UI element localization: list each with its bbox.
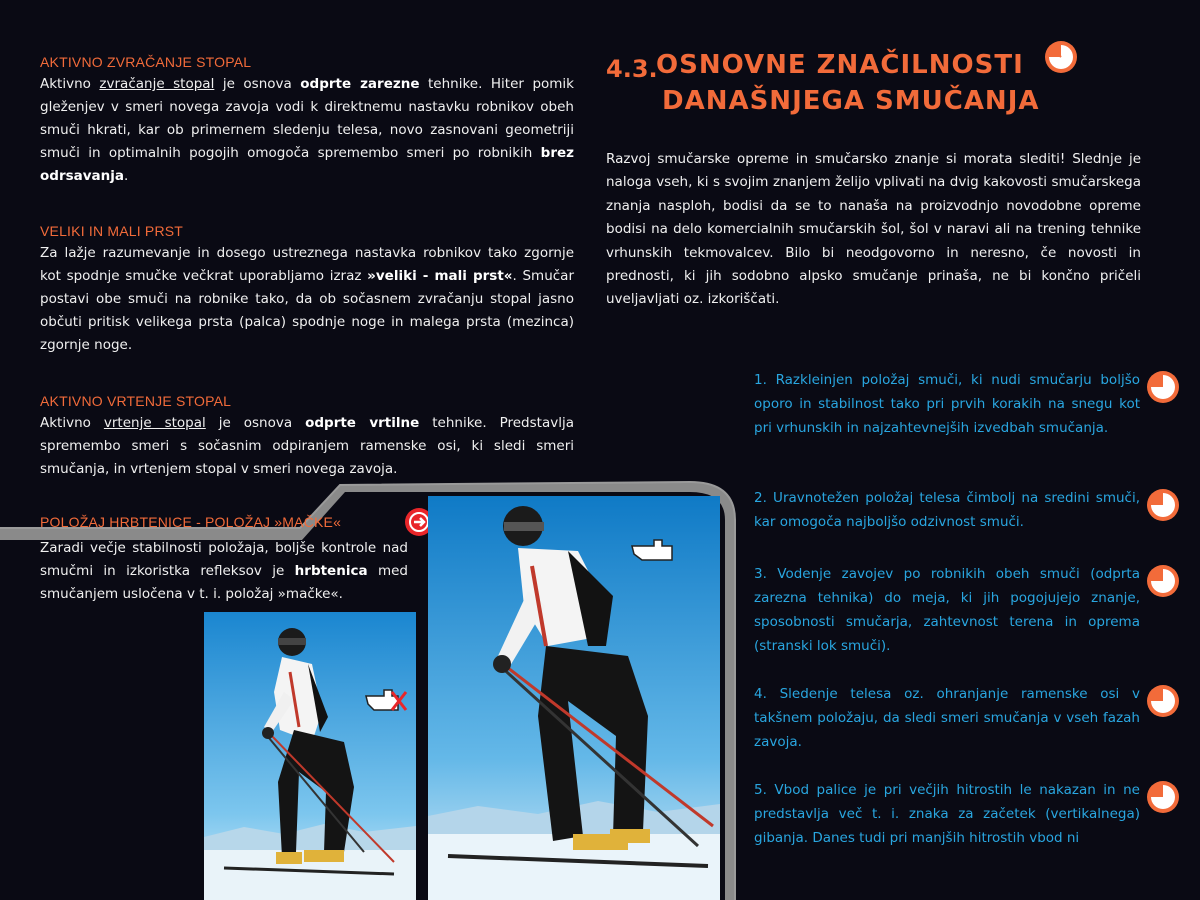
chapter-number: 4.3. bbox=[606, 55, 658, 83]
pie-chart-icon bbox=[1146, 370, 1180, 404]
section-text-hrbtenica: Zaradi večje stabilnosti položaja, boljše kontrole nad smučmi in izkoristka refleksov je hrbtenica med smučanjem usločena v t. i. položaj »mačke«. bbox=[40, 540, 408, 602]
section-heading-hrbtenica: POLOŽAJ HRBTENICE - POLOŽAJ »MAČKE« bbox=[40, 514, 342, 530]
chapter-title-line1: OSNOVNE ZNAČILNOSTI bbox=[656, 50, 1024, 80]
point-1: 1. Razkleinjen položaj smuči, ki nudi smučarju boljšo oporo in stabilnost tako pri prvih korakih na snegu kot pri vrhunskih in najzahtevnejših izvedbah smučanja. bbox=[754, 372, 1140, 436]
skier-photo-wrong bbox=[204, 612, 416, 900]
pie-chart-icon bbox=[1044, 40, 1078, 74]
pie-chart-icon bbox=[1146, 564, 1180, 598]
hand-pointer-icon bbox=[630, 536, 676, 564]
section-text-zvracanje: Aktivno zvračanje stopal je osnova odprte zarezne tehnike. Hiter pomik gleženjev v smeri novega zavoja vodi k direktnemu nastavku robnikov obeh smuči hkrati, kar ob primernem sledenju telesa, novo zasnovani geometriji smuči in optimalnih pogojih omogoča spremembo smeri po robnikih brez odrsavanja. bbox=[40, 76, 574, 184]
pie-chart-icon bbox=[1146, 780, 1180, 814]
section-heading-prst: VELIKI IN MALI PRST bbox=[40, 223, 184, 239]
hand-pointer-crossed-icon bbox=[364, 684, 410, 714]
point-4: 4. Sledenje telesa oz. ohranjanje ramenske osi v takšnem položaju, da sledi smeri smučanja v vseh fazah zavoja. bbox=[754, 686, 1140, 750]
section-heading-vrtenje: AKTIVNO VRTENJE STOPAL bbox=[40, 393, 232, 409]
pie-chart-icon bbox=[1146, 488, 1180, 522]
section-heading-zvracanje: AKTIVNO ZVRAČANJE STOPAL bbox=[40, 54, 252, 70]
point-5: 5. Vbod palice je pri večjih hitrostih le nakazan in ne predstavlja več t. i. znaka za začetek (vertikalnega) gibanja. Danes tudi pri manjših hitrostih vbod ni bbox=[754, 782, 1140, 846]
section-text-prst: Za lažje razumevanje in dosego ustreznega nastavka robnikov tako zgornje kot spodnje smučke večkrat uporabljamo izraz »veliki - mali prst«. Smučar postavi obe smuči na robnike tako, da ob sočasnem zvračanju stopal jasno občuti pritisk velikega prsta (palca) spodnje noge in malega prsta (mezinca) zgornje noge. bbox=[40, 245, 575, 353]
point-3: 3. Vodenje zavojev po robnikih obeh smuči (odprta zarezna tehnika) do meja, ki jih pogojujejo znanje, sposobnosti smučarja, zahtevnost terena in oprema (stranski lok smuči). bbox=[754, 566, 1140, 654]
point-2: 2. Uravnotežen položaj telesa čimbolj na sredini smuči, kar omogoča najboljšo odzivnost smuči. bbox=[754, 490, 1140, 530]
pie-chart-icon bbox=[1146, 684, 1180, 718]
chapter-intro: Razvoj smučarske opreme in smučarsko znanje si morata slediti! Slednje je naloga vseh, ki s svojim znanjem želijo vplivati na dvig kakovosti smučarskega znanja nasploh, bodisi da se to nanaša na proizvodnjo novodobne opreme bodisi na delo komercialnih smučarskih šol, šol v naravi ali na trening tehnike vrhunskih tekmovalcev. Bilo bi neodgovorno in neresno, če novosti in prednosti, ki jih sodobno alpsko smučanje prinaša, ne bi končno pričeli uveljavljati oz. izkoriščati. bbox=[606, 151, 1141, 308]
chapter-title-line2: DANAŠNJEGA SMUČANJA bbox=[662, 86, 1040, 116]
skier-photo-correct bbox=[428, 496, 720, 900]
section-text-vrtenje: Aktivno vrtenje stopal je osnova odprte vrtilne tehnike. Predstavlja spremembo smeri s sočasnim odpiranjem ramenske osi, ki sledi smeri smučanja, in vrtenjem stopal v smeri novega zavoja. bbox=[40, 415, 574, 477]
